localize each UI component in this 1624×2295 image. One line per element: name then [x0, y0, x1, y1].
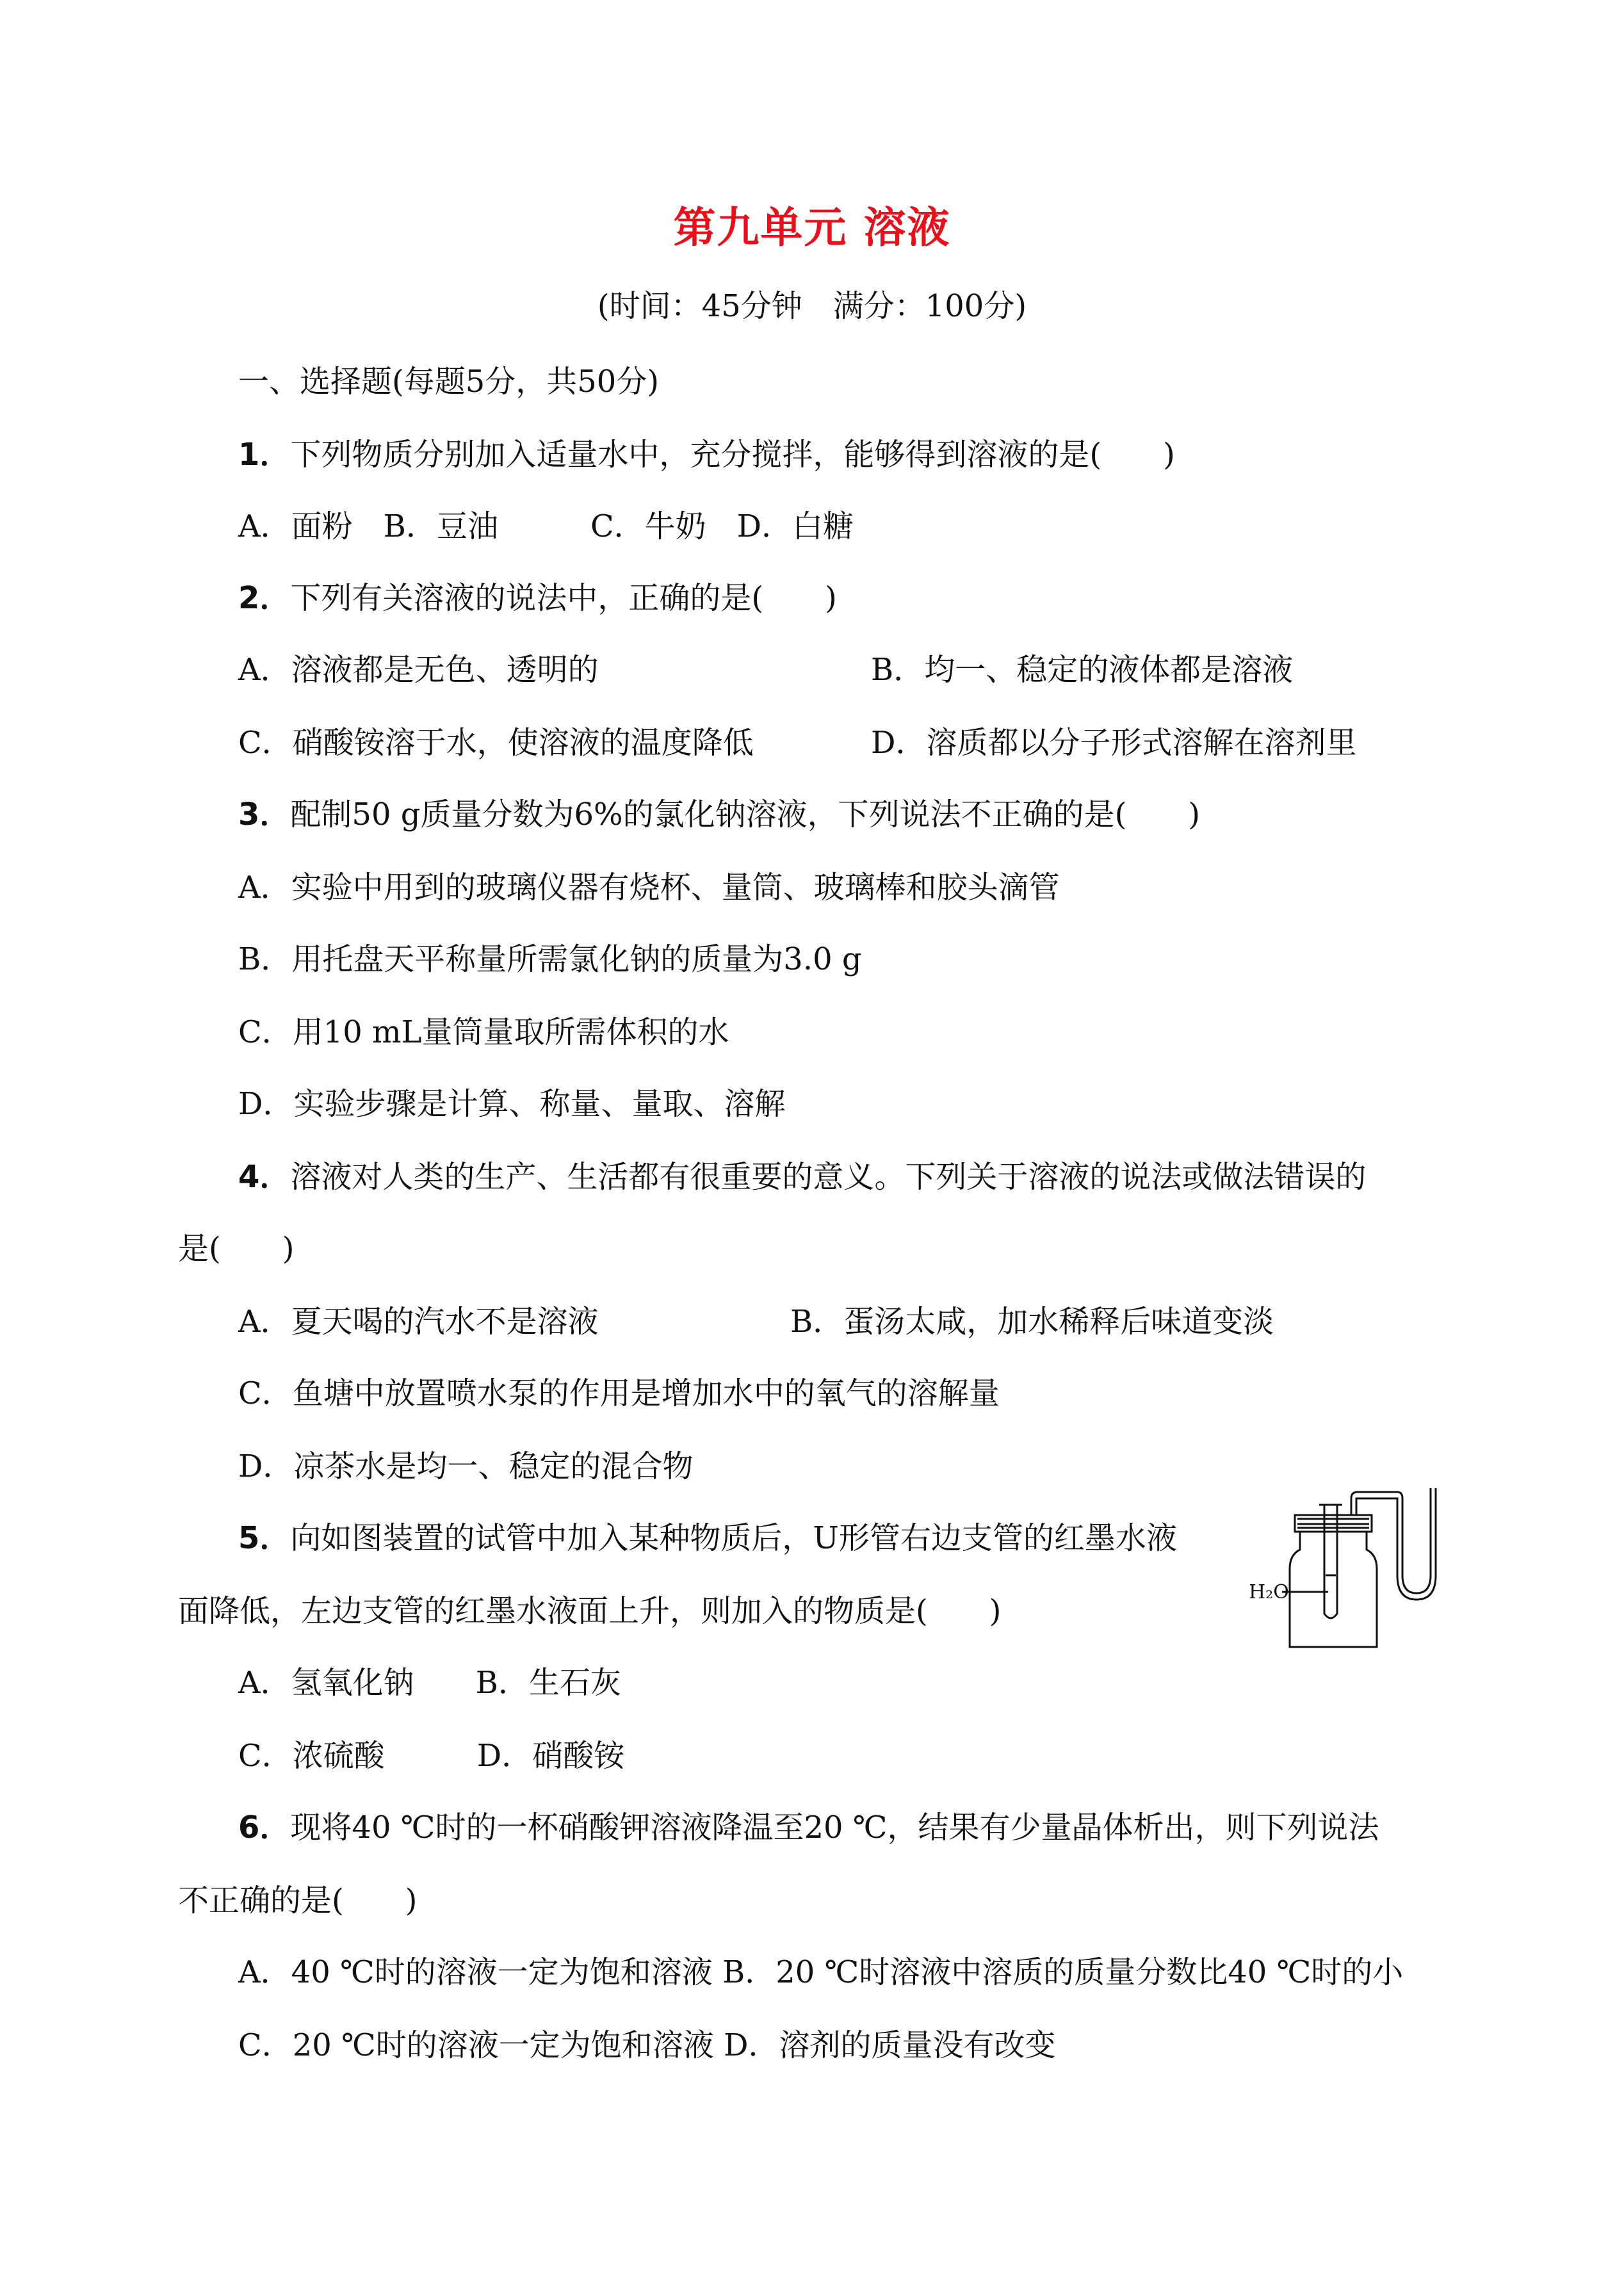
subtitle: (时间：45分钟 满分：100分) — [597, 288, 1027, 324]
q1-options: A．面粉 B．豆油 C．牛奶 D．白糖 — [238, 508, 854, 544]
q2-option-d: D．溶质都以分子形式溶解在溶剂里 — [871, 725, 1357, 761]
question-stem: 向如图装置的试管中加入某种物质后，U形管右边支管的红墨水液 — [290, 1520, 1177, 1556]
figure-label: H₂O — [1249, 1581, 1289, 1603]
q4-option-a: A．夏天喝的汽水不是溶液 — [238, 1304, 599, 1340]
question-4 — [238, 1158, 1366, 1196]
q4-option-c: C．鱼塘中放置喷水泵的作用是增加水中的氧气的溶解量 — [238, 1375, 1000, 1411]
question-2 — [238, 579, 837, 617]
question-6 — [238, 1808, 1379, 1847]
question-6-continued: 不正确的是( ) — [178, 1883, 418, 1918]
q4-option-d: D．凉茶水是均一、稳定的混合物 — [238, 1448, 694, 1484]
question-5 — [238, 1519, 1177, 1557]
question-3 — [238, 795, 1200, 834]
question-stem: 下列物质分别加入适量水中，充分搅拌，能够得到溶液的是( ) — [290, 437, 1175, 473]
question-number: 6． — [238, 1810, 291, 1845]
question-stem: 现将40 ℃时的一杯硝酸钾溶液降温至20 ℃，结果有少量晶体析出，则下列说法 — [290, 1810, 1379, 1845]
question-stem: 配制50 g质量分数为6%的氯化钠溶液，下列说法不正确的是( ) — [290, 797, 1201, 832]
q4-option-b: B．蛋汤太咸，加水稀释后味道变淡 — [790, 1304, 1274, 1340]
question-number: 3． — [238, 797, 291, 832]
question-4-continued: 是( ) — [178, 1231, 295, 1267]
apparatus-figure — [1249, 1479, 1454, 1652]
question-number: 5． — [238, 1520, 291, 1556]
q3-option-b: B．用托盘天平称量所需氯化钠的质量为3.0 g — [238, 941, 862, 977]
question-5-continued: 面降低，左边支管的红墨水液面上升，则加入的物质是( ) — [178, 1593, 1002, 1629]
q3-option-c: C．用10 mL量筒量取所需体积的水 — [238, 1014, 729, 1050]
q5-options-cd: C．浓硫酸 D．硝酸铵 — [238, 1738, 625, 1774]
question-stem: 溶液对人类的生产、生活都有很重要的意义。下列关于溶液的说法或做法错误的 — [290, 1159, 1367, 1195]
q2-option-a: A．溶液都是无色、透明的 — [238, 652, 599, 688]
question-number: 4． — [238, 1159, 291, 1195]
q6-options-ab: A．40 ℃时的溶液一定为饱和溶液 B．20 ℃时溶液中溶质的质量分数比40 ℃时的小 — [238, 1954, 1404, 1990]
q2-option-c: C．硝酸铵溶于水，使溶液的温度降低 — [238, 725, 754, 761]
q3-option-d: D．实验步骤是计算、称量、量取、溶解 — [238, 1086, 786, 1122]
question-stem: 下列有关溶液的说法中，正确的是( ) — [290, 580, 837, 616]
q5-options-ab: A．氢氧化钠 B．生石灰 — [238, 1665, 621, 1701]
q6-options-cd: C．20 ℃时的溶液一定为饱和溶液 D．溶剂的质量没有改变 — [238, 2027, 1056, 2063]
question-number: 2． — [238, 580, 291, 616]
q3-option-a: A．实验中用到的玻璃仪器有烧杯、量筒、玻璃棒和胶头滴管 — [238, 870, 1060, 905]
section-heading: 一、选择题(每题5分，共50分) — [238, 364, 660, 400]
q2-option-b: B．均一、稳定的液体都是溶液 — [871, 652, 1294, 688]
question-1 — [238, 435, 1175, 474]
question-number: 1． — [238, 437, 291, 473]
page-title: 第九单元 溶液 — [673, 203, 951, 252]
